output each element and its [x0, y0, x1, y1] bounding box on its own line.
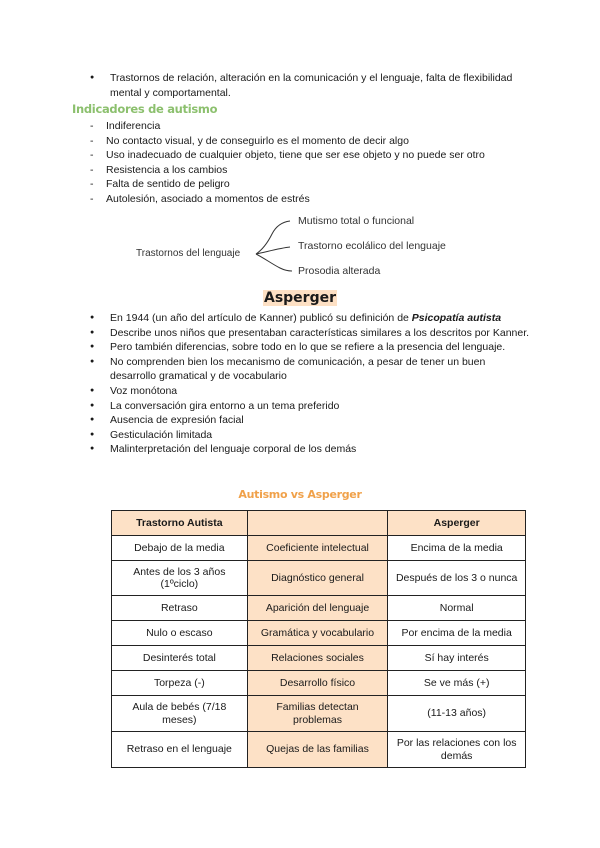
asperger-cell: (11-13 años): [388, 696, 526, 732]
intro-bullet: ● Trastornos de relación, alteración en la comunicación y el lenguaje, falta de flexibilidad mental y comportamental.: [82, 71, 522, 100]
intro-list: [82, 71, 522, 100]
criterion-cell: Familias detectan problemas: [247, 696, 388, 732]
autista-cell: Antes de los 3 años (1ºciclo): [112, 561, 248, 596]
list-item: ● En 1944 (un año del artículo de Kanner) publicó su definición de Psicopatía autista: [82, 311, 532, 326]
diagram-branch: Trastorno ecolálico del lenguaje: [298, 240, 446, 252]
diagram-branch: Mutismo total o funcional: [298, 215, 415, 227]
criterion-cell: Quejas de las familias: [247, 732, 388, 768]
table-row: [112, 536, 526, 561]
asperger-cell: Por las relaciones con los demás: [388, 732, 526, 768]
table-row: [112, 646, 526, 671]
list-item: - Autolesión, asociado a momentos de estrés: [78, 192, 538, 207]
comparison-table: [111, 510, 526, 768]
list-item: ● Pero también diferencias, sobre todo en lo que se refiere a la presencia del lenguaje.: [82, 340, 532, 355]
table-row: [112, 621, 526, 646]
criterion-cell: Coeficiente intelectual: [247, 536, 388, 561]
table-row: [112, 561, 526, 596]
autista-cell: Torpeza (-): [112, 671, 248, 696]
asperger-cell: Normal: [388, 596, 526, 621]
criterion-cell: Aparición del lenguaje: [247, 596, 388, 621]
criterion-cell: Gramática y vocabulario: [247, 621, 388, 646]
asperger-cell: Se ve más (+): [388, 671, 526, 696]
criterion-cell: Diagnóstico general: [247, 561, 388, 596]
criterion-cell: Relaciones sociales: [247, 646, 388, 671]
autista-cell: Desinterés total: [112, 646, 248, 671]
header-empty: [247, 511, 388, 536]
table-row: [112, 696, 526, 732]
asperger-list: [82, 311, 532, 457]
list-item: ● Describe unos niños que presentaban características similares a los descritos por Kanner.: [82, 326, 532, 341]
comparison-title: Autismo vs Asperger: [238, 488, 362, 501]
autista-cell: Nulo o escaso: [112, 621, 248, 646]
table-row: [112, 732, 526, 768]
indicators-list: [78, 119, 538, 207]
list-item: - Indiferencia: [78, 119, 538, 134]
list-item: - Uso inadecuado de cualquier objeto, tiene que ser ese objeto y no puede ser otro: [78, 148, 538, 163]
list-item: ● La conversación gira entorno a un tema preferido: [82, 399, 532, 414]
psicopatia-term: Psicopatía autista: [411, 312, 502, 324]
list-item: - Resistencia a los cambios: [78, 163, 538, 178]
list-item: ● Gesticulación limitada: [82, 428, 532, 443]
language-diagram: [120, 212, 480, 282]
diagram-root: Trastornos del lenguaje: [136, 248, 241, 259]
table-row: [112, 671, 526, 696]
asperger-heading: Asperger: [263, 290, 336, 306]
table-header-row: [112, 511, 526, 536]
asperger-cell: Después de los 3 o nunca: [388, 561, 526, 596]
indicators-heading: Indicadores de autismo: [72, 102, 218, 116]
autista-cell: Retraso: [112, 596, 248, 621]
asperger-heading-wrap: [0, 290, 600, 306]
list-item: - Falta de sentido de peligro: [78, 177, 538, 192]
autista-cell: Retraso en el lenguaje: [112, 732, 248, 768]
diagram-branch: Prosodia alterada: [298, 265, 381, 277]
list-item: ● Voz monótona: [82, 384, 532, 399]
autista-cell: Aula de bebés (7/18 meses): [112, 696, 248, 732]
header-asperger: Asperger: [388, 511, 526, 536]
list-item: ● Malinterpretación del lenguaje corporal de los demás: [82, 442, 532, 457]
autista-cell: Debajo de la media: [112, 536, 248, 561]
list-item: ● No comprenden bien los mecanismo de comunicación, a pesar de tener un buen desarrollo gramatical y de vocabulario: [82, 355, 532, 384]
criterion-cell: Desarrollo físico: [247, 671, 388, 696]
asperger-cell: Por encima de la media: [388, 621, 526, 646]
comparison-title-wrap: [0, 488, 600, 501]
asperger-cell: Sí hay interés: [388, 646, 526, 671]
header-autista: Trastorno Autista: [112, 511, 248, 536]
asperger-cell: Encima de la media: [388, 536, 526, 561]
list-item: - No contacto visual, y de conseguirlo es el momento de decir algo: [78, 134, 538, 149]
list-item: ● Ausencia de expresión facial: [82, 413, 532, 428]
table-row: [112, 596, 526, 621]
